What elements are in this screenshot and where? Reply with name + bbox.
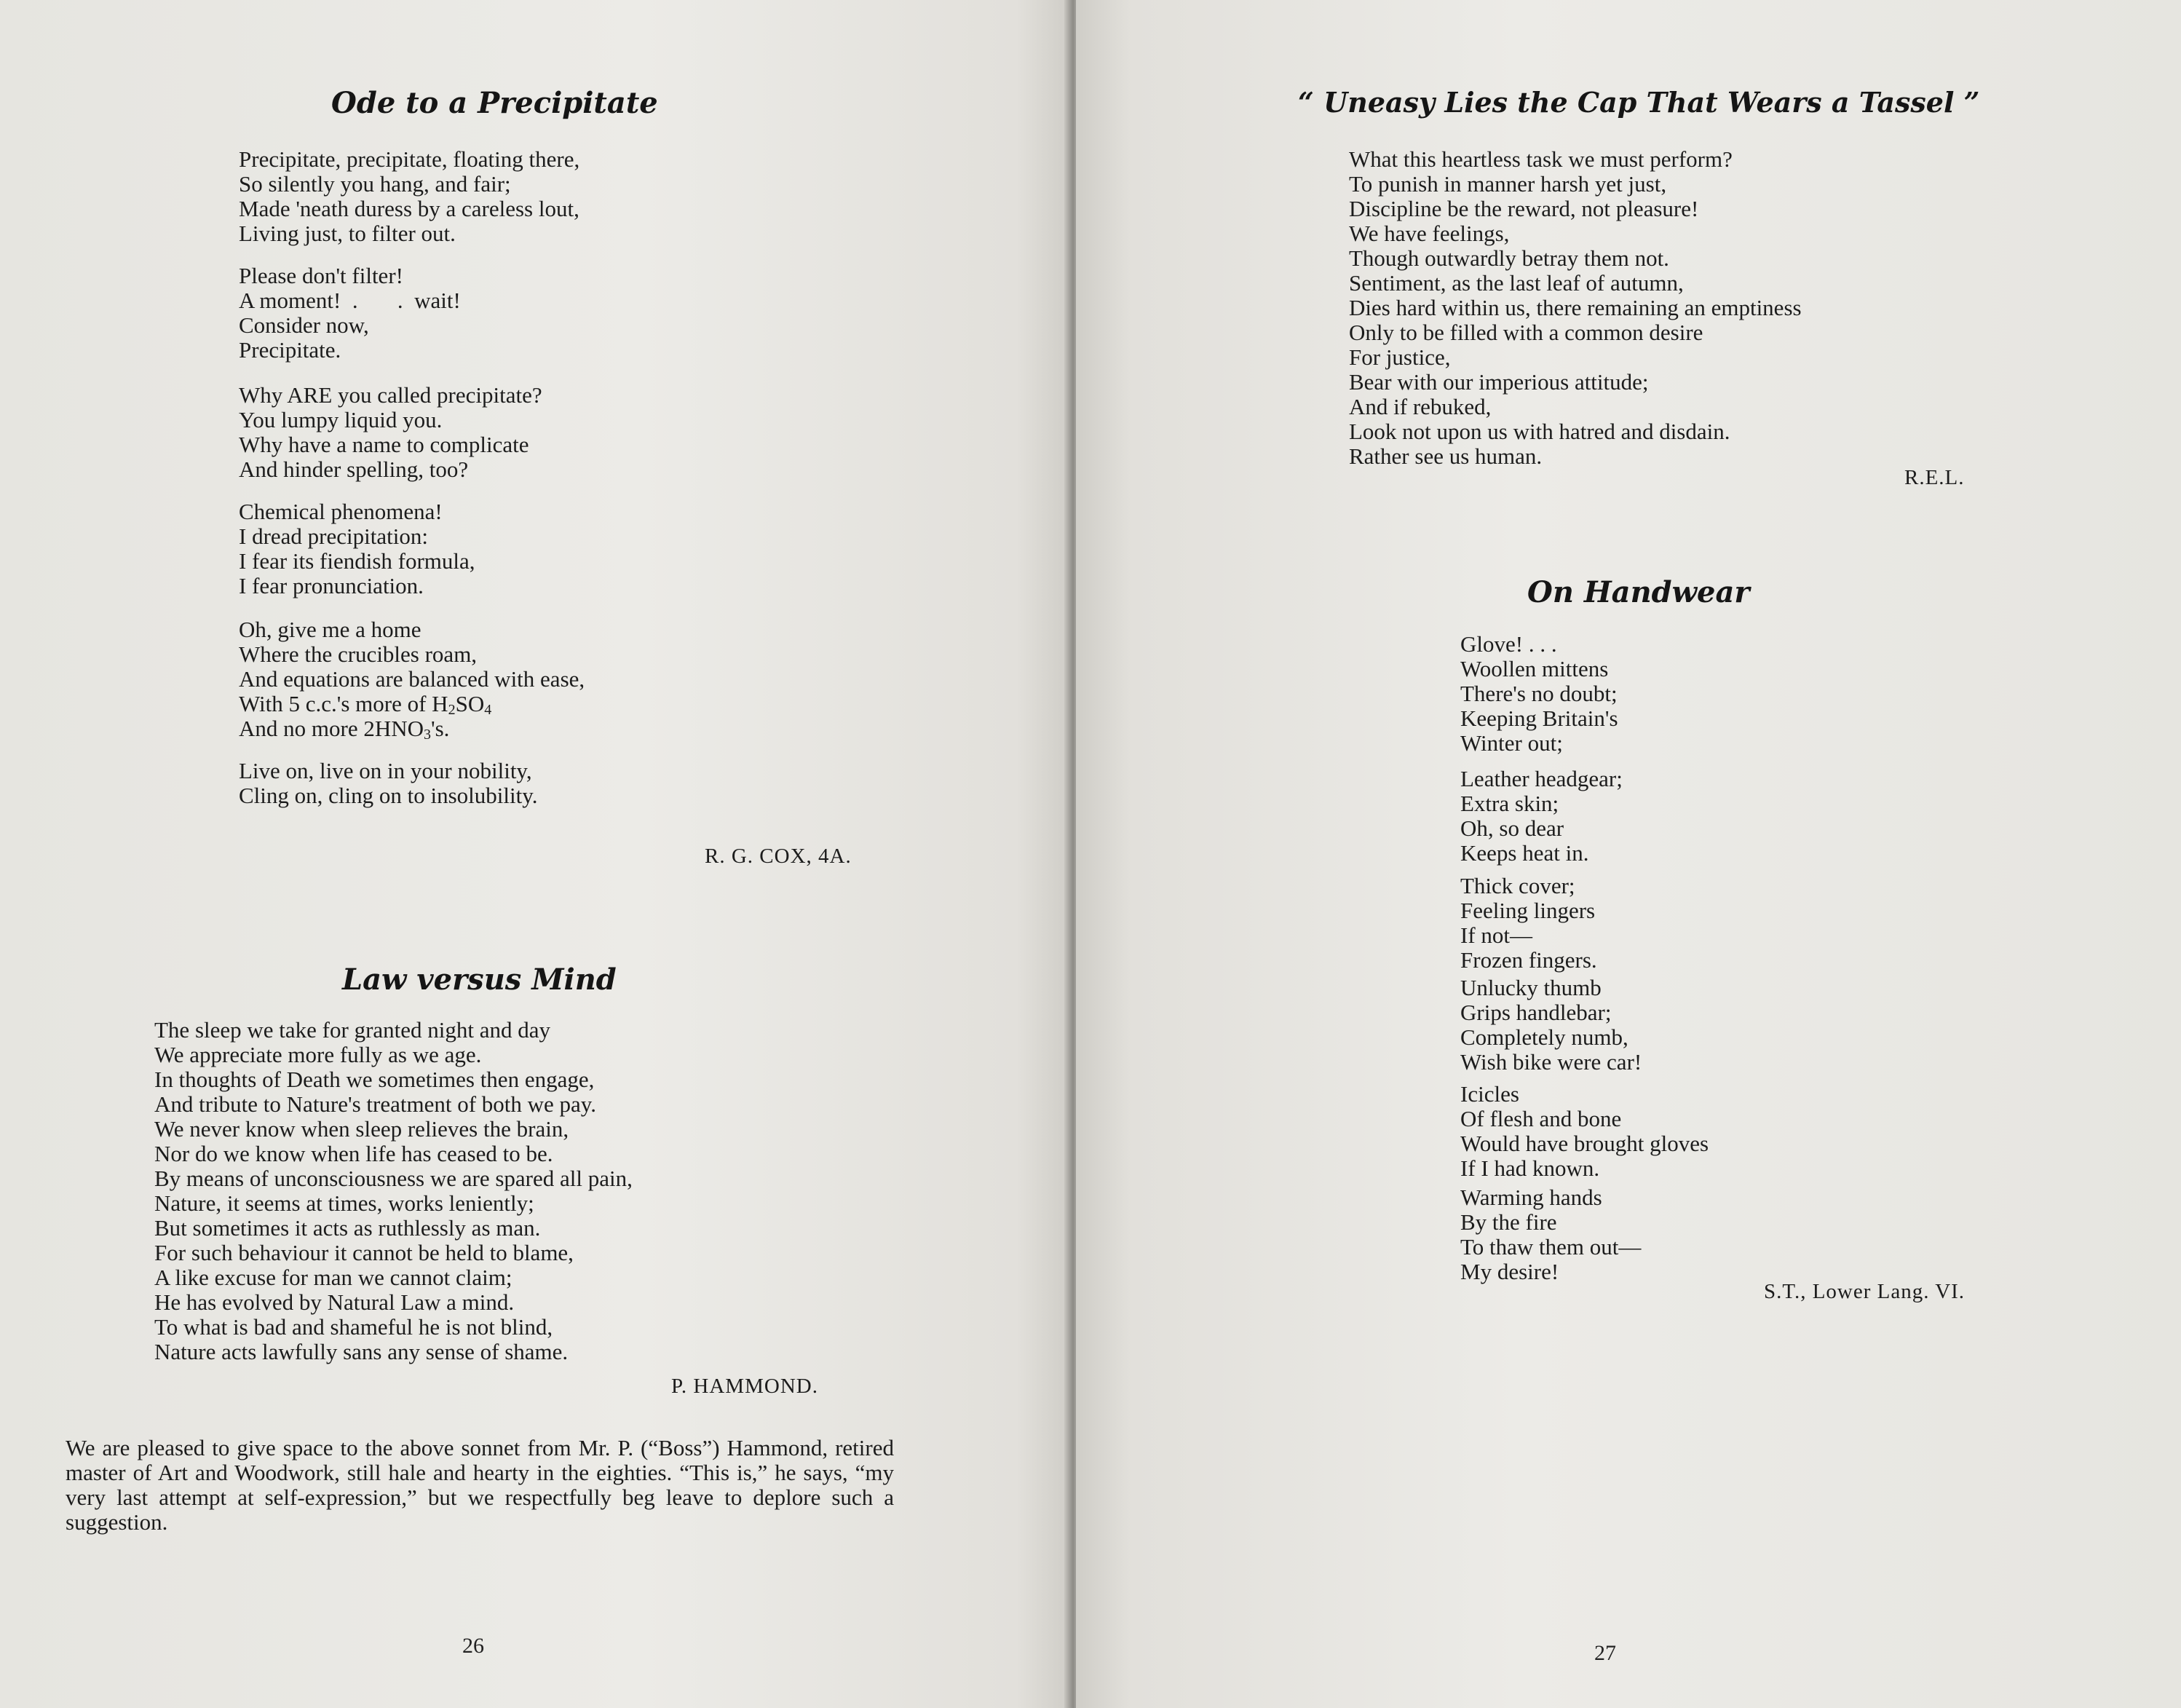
poem-line: And tribute to Nature's treatment of both we pay. bbox=[154, 1091, 597, 1117]
poem-line-chemical: And no more $2HNO_3's$. bbox=[239, 716, 450, 743]
poem-line: Look not upon us with hatred and disdain. bbox=[1349, 419, 1730, 444]
poem-line: Please don't filter! bbox=[239, 263, 403, 288]
poem-line: We have feelings, bbox=[1349, 221, 1510, 246]
poem-line: And if rebuked, bbox=[1349, 394, 1492, 419]
poem-line: Nature acts lawfully sans any sense of shame. bbox=[154, 1339, 569, 1364]
law-sonnet bbox=[154, 1018, 633, 1364]
poem-line-chemical: With 5 c.c.'s more of $H_2SO_4$ bbox=[239, 691, 492, 718]
poem-line: Thick cover; bbox=[1460, 873, 1575, 898]
poem-line: Living just, to filter out. bbox=[239, 221, 456, 246]
poem-line: Sentiment, as the last leaf of autumn, bbox=[1349, 270, 1684, 296]
poem-line: Frozen fingers. bbox=[1460, 947, 1597, 973]
poem-line: Unlucky thumb bbox=[1460, 975, 1602, 1000]
handwear-author: S.T., Lower Lang. VI. bbox=[1764, 1280, 1966, 1303]
right-page bbox=[1076, 0, 2181, 1708]
poem-line: In thoughts of Death we sometimes then engage, bbox=[154, 1067, 595, 1092]
law-title: Law versus Mind bbox=[342, 962, 617, 997]
poem-line: Dies hard within us, there remaining an emptiness bbox=[1349, 295, 1802, 320]
poem-line: Of flesh and bone bbox=[1460, 1106, 1622, 1131]
poem-line: So silently you hang, and fair; bbox=[239, 171, 511, 197]
poem-line: Oh, give me a home bbox=[239, 617, 421, 642]
poem-line: He has evolved by Natural Law a mind. bbox=[154, 1289, 515, 1315]
poem-line: Woollen mittens bbox=[1460, 656, 1609, 681]
poem-line: Nor do we know when life has ceased to be. bbox=[154, 1141, 553, 1166]
law-author: P. HAMMOND. bbox=[671, 1375, 818, 1398]
poem-line: We appreciate more fully as we age. bbox=[154, 1042, 482, 1067]
poem-line: I dread precipitation: bbox=[239, 523, 428, 549]
uneasy-poem bbox=[1349, 147, 1802, 469]
page-number-left: 26 bbox=[462, 1634, 484, 1658]
poem-line: A like excuse for man we cannot claim; bbox=[154, 1265, 512, 1290]
poem-line: Nature, it seems at times, works leniently; bbox=[154, 1190, 534, 1216]
poem-line: If I had known. bbox=[1460, 1155, 1600, 1181]
poem-line: Cling on, cling on to insolubility. bbox=[239, 783, 538, 808]
poem-line: Discipline be the reward, not pleasure! bbox=[1349, 196, 1699, 221]
poem-line: Rather see us human. bbox=[1349, 443, 1543, 469]
ode-stanza-5 bbox=[239, 617, 585, 741]
poem-line: By the fire bbox=[1460, 1209, 1557, 1235]
uneasy-author: R.E.L. bbox=[1904, 466, 1965, 489]
ode-author: R. G. COX, 4A. bbox=[705, 845, 852, 868]
poem-line: Oh, so dear bbox=[1460, 815, 1564, 841]
poem-line: Made 'neath duress by a careless lout, bbox=[239, 196, 579, 221]
poem-line: Though outwardly betray them not. bbox=[1349, 245, 1669, 271]
poem-line: Bear with our imperious attitude; bbox=[1349, 369, 1649, 395]
poem-line: There's no doubt; bbox=[1460, 681, 1618, 706]
left-page bbox=[0, 0, 1070, 1708]
poem-line: Consider now, bbox=[239, 312, 369, 338]
poem-line: And hinder spelling, too? bbox=[239, 456, 469, 482]
poem-line: Wish bike were car! bbox=[1460, 1049, 1642, 1075]
poem-line: Warming hands bbox=[1460, 1185, 1602, 1210]
ode-stanza-1 bbox=[239, 147, 579, 246]
poem-line: We never know when sleep relieves the brain, bbox=[154, 1116, 569, 1142]
poem-line: Extra skin; bbox=[1460, 791, 1559, 816]
ode-title: Ode to a Precipitate bbox=[331, 86, 658, 120]
poem-line: Why have a name to complicate bbox=[239, 432, 529, 457]
poem-line: Leather headgear; bbox=[1460, 766, 1623, 791]
poem-line: Winter out; bbox=[1460, 730, 1563, 756]
handwear-title: On Handwear bbox=[1527, 575, 1750, 609]
handwear-stanza-1 bbox=[1460, 632, 1618, 756]
poem-line: To punish in manner harsh yet just, bbox=[1349, 171, 1667, 197]
poem-line: Live on, live on in your nobility, bbox=[239, 758, 532, 783]
poem-line: Only to be filled with a common desire bbox=[1349, 320, 1703, 345]
poem-line: Keeping Britain's bbox=[1460, 705, 1618, 731]
poem-line: By means of unconsciousness we are spared all pain, bbox=[154, 1166, 633, 1191]
poem-line: For justice, bbox=[1349, 344, 1451, 370]
uneasy-title: “ Uneasy Lies the Cap That Wears a Tassel ” bbox=[1298, 86, 1980, 119]
poem-line: Keeps heat in. bbox=[1460, 840, 1589, 866]
poem-line: To thaw them out— bbox=[1460, 1234, 1642, 1260]
poem-line: If not— bbox=[1460, 922, 1533, 948]
page-number-right: 27 bbox=[1594, 1641, 1616, 1665]
editor-note: We are pleased to give space to the above sonnet from Mr. P. (“Boss”) Hammond, retired master of Art and Woodwork, still hale and hearty in the eighties. “This is,” he says, “my very last attempt at self-expression,” but we respectfully beg leave to deplore such a suggestion. bbox=[66, 1435, 894, 1535]
poem-line: I fear its fiendish formula, bbox=[239, 548, 475, 574]
ode-stanza-4 bbox=[239, 499, 475, 598]
poem-line: A moment! . . wait! bbox=[239, 288, 461, 313]
poem-line: My desire! bbox=[1460, 1259, 1559, 1284]
poem-line: Icicles bbox=[1460, 1081, 1519, 1107]
poem-line: Why ARE you called precipitate? bbox=[239, 382, 542, 408]
poem-line: What this heartless task we must perform? bbox=[1349, 146, 1733, 172]
handwear-stanza-5 bbox=[1460, 1082, 1709, 1181]
poem-line: And equations are balanced with ease, bbox=[239, 666, 585, 692]
ode-stanza-2 bbox=[239, 264, 461, 363]
poem-line: But sometimes it acts as ruthlessly as man. bbox=[154, 1215, 541, 1241]
handwear-stanza-4 bbox=[1460, 976, 1642, 1075]
handwear-stanza-3 bbox=[1460, 874, 1597, 973]
ode-stanza-3 bbox=[239, 383, 542, 482]
poem-line: Glove! . . . bbox=[1460, 631, 1557, 657]
poem-line: To what is bad and shameful he is not blind, bbox=[154, 1314, 553, 1340]
poem-line: Feeling lingers bbox=[1460, 898, 1596, 923]
poem-line: I fear pronunciation. bbox=[239, 573, 424, 598]
poem-line: Grips handlebar; bbox=[1460, 1000, 1612, 1025]
poem-line: The sleep we take for granted night and day bbox=[154, 1017, 551, 1043]
poem-line: Would have brought gloves bbox=[1460, 1131, 1709, 1156]
poem-line: Chemical phenomena! bbox=[239, 499, 443, 524]
poem-line: Where the crucibles roam, bbox=[239, 641, 478, 667]
poem-line: For such behaviour it cannot be held to blame, bbox=[154, 1240, 574, 1265]
poem-line: Precipitate. bbox=[239, 337, 341, 363]
handwear-stanza-2 bbox=[1460, 767, 1623, 866]
handwear-stanza-6 bbox=[1460, 1185, 1641, 1284]
poem-line: Completely numb, bbox=[1460, 1024, 1628, 1050]
poem-line: Precipitate, precipitate, floating there, bbox=[239, 146, 580, 172]
ode-stanza-6 bbox=[239, 759, 537, 808]
poem-line: You lumpy liquid you. bbox=[239, 407, 443, 432]
